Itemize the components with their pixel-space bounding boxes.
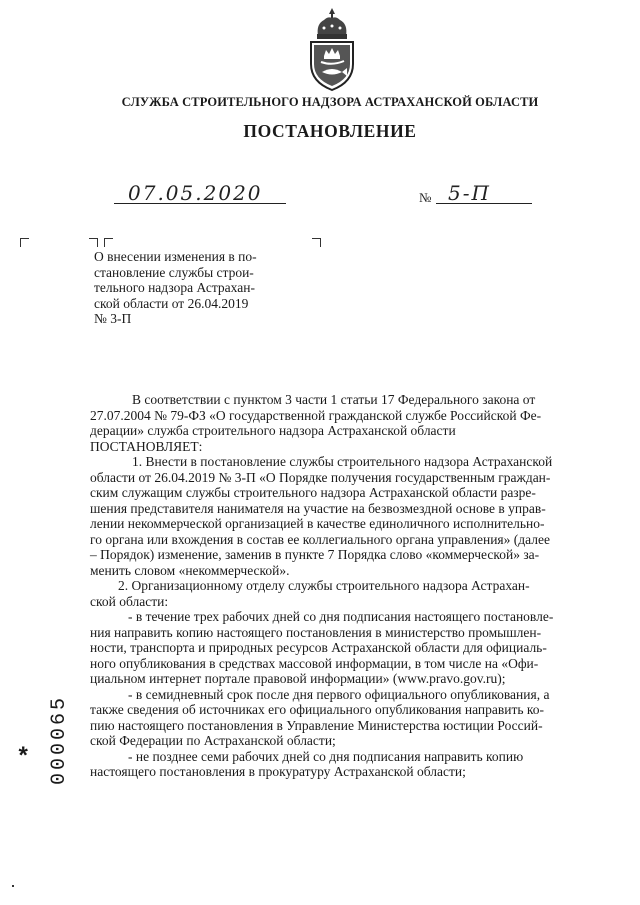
corner-mark — [312, 238, 321, 247]
number-sign: № — [419, 190, 432, 205]
subject-line: становление службы строи- — [94, 264, 254, 280]
body-line: 2. Организационному отделу службы строительного надзора Астрахан- — [118, 578, 530, 593]
corner-mark — [20, 238, 29, 247]
document-body — [90, 392, 620, 780]
body-line: настоящего постановления в прокуратуру Астраханской области; — [90, 764, 466, 779]
number-underline — [436, 203, 532, 204]
registration-stamp — [12, 694, 71, 875]
subject-line: № 3-П — [94, 311, 132, 326]
body-line: ской области: — [90, 593, 169, 609]
body-line: - в течение трех рабочих дней со дня подписания настоящего постановле- — [128, 609, 554, 624]
body-line: ПОСТАНОВЛЯЕТ: — [90, 438, 203, 454]
body-line: пию настоящего постановления в Управление Министерства юстиции Россий- — [90, 717, 543, 733]
body-line: ния направить копию настоящего постановления в министерство промышлен- — [90, 624, 542, 640]
document-date: 07.05.2020 — [128, 181, 263, 205]
subject-line: тельного надзора Астрахан- — [94, 280, 255, 295]
body-line: - в семидневный срок после дня первого официального опубликования, а — [128, 686, 550, 702]
astrakhan-coat-of-arms-icon — [302, 6, 362, 92]
subject-line: ской области от 26.04.2019 — [94, 295, 249, 311]
body-line: менить словом «некоммерческой». — [90, 562, 290, 578]
stamp-mark: * — [16, 745, 31, 772]
document-type: ПОСТАНОВЛЕНИЕ — [243, 121, 417, 141]
subject-line: О внесении изменения в по- — [94, 249, 257, 264]
body-line: области от 26.04.2019 № 3-П «О Порядке получения государственным граждан- — [90, 469, 551, 485]
body-line: 27.07.2004 № 79-ФЗ «О государственной гражданской службе Российской Фе- — [90, 407, 542, 423]
document-number: 5-П — [448, 181, 491, 205]
body-line: В соответствии с пунктом 3 части 1 статьи 17 Федерального закона от — [132, 392, 536, 407]
body-line: дерации» служба строительного надзора Астраханской области — [90, 423, 456, 438]
body-line: – Порядок) изменение, заменив в пункте 7 Порядка слово «коммерческой» за- — [90, 547, 540, 562]
agency-name: СЛУЖБА СТРОИТЕЛЬНОГО НАДЗОРА АСТРАХАНСКОЙ ОБЛАСТИ — [121, 95, 539, 109]
document-subject — [94, 249, 302, 327]
body-line: циальном интернет портале правовой информации» (www.pravo.gov.ru); — [90, 671, 506, 686]
body-line: также сведения об источниках его официального опубликования направить ко- — [90, 702, 545, 717]
body-line: ским служащим службы строительного надзора Астраханской области разре- — [90, 485, 536, 500]
corner-mark — [89, 238, 98, 247]
body-line: го органа или вхождения в состав ее коллегиального органа управления» (далее — [90, 531, 550, 547]
body-line: лении некоммерческой организацией в качестве единоличного исполнительно- — [90, 516, 545, 531]
scan-speck — [12, 885, 14, 887]
date-underline — [114, 203, 286, 204]
stamp-code: 000065 — [48, 694, 71, 785]
body-line: шения представителя нанимателя на участие на безвозмездной основе в управ- — [90, 500, 546, 516]
body-line: ного опубликования в средствах массовой информации, в том числе на «Офи- — [90, 655, 539, 671]
body-line: 1. Внести в постановление службы строительного надзора Астраханской — [132, 454, 553, 469]
body-line: ности, транспорта и природных ресурсов Астраханской области для официаль- — [90, 640, 547, 655]
body-line: ской Федерации по Астраханской области; — [90, 733, 336, 748]
corner-mark — [104, 238, 113, 247]
body-line: - не позднее семи рабочих дней со дня подписания направить копию — [128, 748, 524, 764]
